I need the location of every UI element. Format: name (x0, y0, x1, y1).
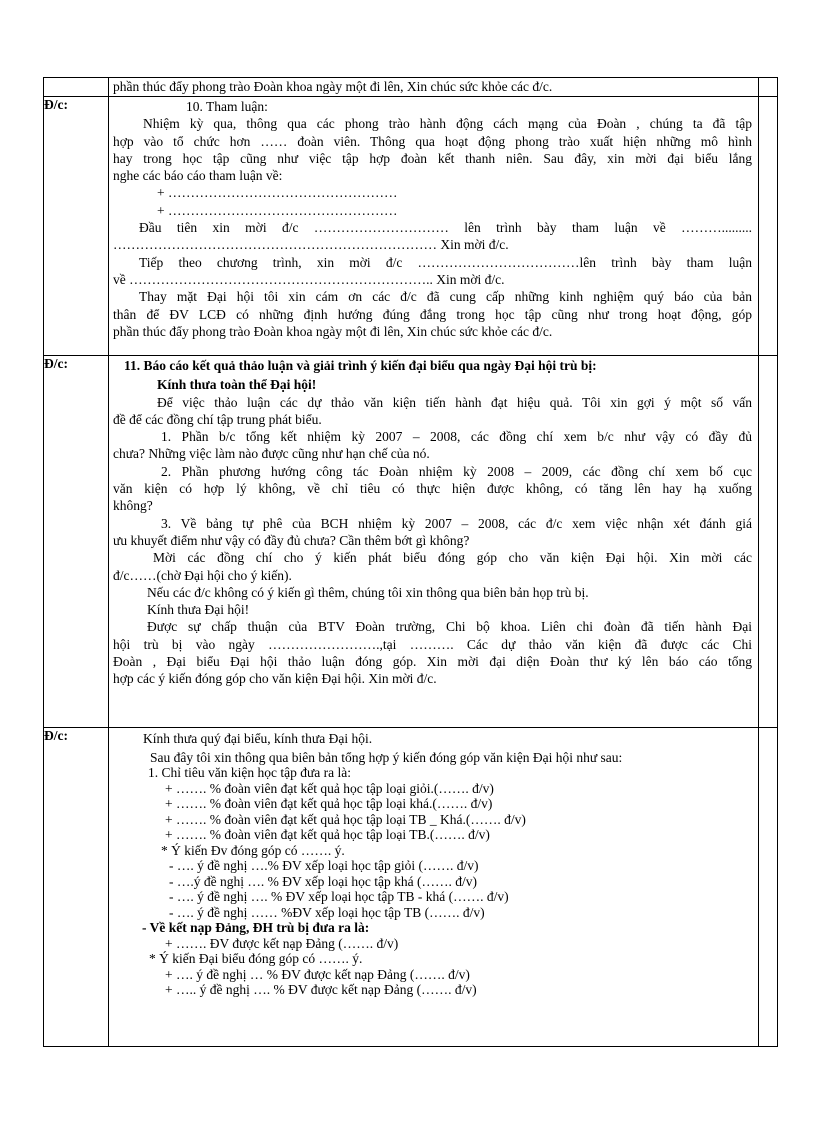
role-cell: Đ/c: (44, 356, 109, 728)
paragraph-line: văn kiện có hợp lý không, về chỉ tiêu có thực hiện được không, có tăng lên hay hạ xuống (113, 481, 752, 497)
empty-cell (759, 78, 778, 97)
paragraph-line: Nhiệm kỳ qua, thông qua các phong trào hành động cách mạng của Đoàn , chúng ta đã tập (143, 116, 752, 132)
list-item: - …. ý đề nghị ….% ĐV xếp loại học tập giỏi (……. đ/v) (169, 858, 479, 873)
paragraph-line: Thay mặt Đại hội tôi xin cám ơn các đ/c đã cung cấp những kinh nghiệm quý báo của bản (139, 289, 752, 305)
list-item: + …………………………………………… (157, 185, 398, 201)
paragraph-line: hợp vào tổ chức hơn …… đoàn viên. Thông qua hoạt động phong trào xuất hiện những mô hình (113, 133, 752, 149)
list-item: + …………………………………………… (157, 202, 398, 218)
greeting: Kính thưa quý đại biểu, kính thưa Đại hội. (143, 731, 373, 746)
paragraph-line: không? (113, 498, 153, 514)
role-cell (44, 78, 109, 97)
section-heading: 11. Báo cáo kết quả thảo luận và giải trình ý kiến đại biểu qua ngày Đại hội trù bị: (124, 358, 597, 373)
list-item: + ……. % đoàn viên đạt kết quả học tập loại TB.(……. đ/v) (165, 827, 490, 842)
paragraph-line: về ………………………………………………………….. Xin mời đ/c. (113, 271, 505, 287)
empty-cell (759, 728, 778, 1047)
paragraph-line: nghe các báo cáo tham luận về: (113, 168, 283, 184)
paragraph-line: phần thúc đẩy phong trào Đoàn khoa ngày một đi lên, Xin chúc sức khỏe các đ/c. (113, 79, 553, 94)
list-item: - …. ý đề nghị …. % ĐV xếp loại học tập TB - khá (……. đ/v) (169, 889, 509, 904)
list-item: + ……. % đoàn viên đạt kết quả học tập loại giỏi.(……. đ/v) (165, 780, 494, 796)
paragraph-line: chưa? Những việc làm nào được cũng như hạn chế của nó. (113, 446, 430, 462)
list-item: + ……. % đoàn viên đạt kết quả học tập loại khá.(……. đ/v) (165, 796, 493, 811)
paragraph-line: thân để ĐV LCĐ có những định hướng đúng đắng trong học tập cũng như trong hoạt động, góp (113, 306, 752, 322)
content-cell (109, 97, 759, 356)
content-cell (109, 728, 759, 1047)
paragraph-line: Mời các đồng chí cho ý kiến phát biểu đóng góp cho văn kiện Đại hội. Xin mời các (153, 550, 752, 566)
list-item: + ….. ý đề nghị …. % ĐV được kết nạp Đảng (……. đ/v) (165, 982, 477, 997)
paragraph-line: Được sự chấp thuận của BTV Đoàn trường, Chi bộ khoa. Liên chi đoàn đã tiến hành Đại (147, 619, 752, 635)
paragraph-line: phần thúc đẩy phong trào Đoàn khoa ngày một đi lên, Xin chúc sức khỏe các đ/c. (113, 323, 553, 339)
paragraph-line: ưu khuyết điểm như vậy có đầy đủ chưa? Cần thêm bớt gì không? (113, 532, 470, 548)
paragraph-line: Nếu các đ/c không có ý kiến gì thêm, chúng tôi xin thông qua biên bản họp trù bị. (147, 584, 589, 600)
list-item: - ….ý đề nghị …. % ĐV xếp loại học tập khá (……. đ/v) (169, 873, 477, 889)
paragraph-line: hợp các ý kiến đóng góp cho văn kiện Đại hội. Xin mời đ/c. (113, 671, 437, 687)
paragraph-line: 2. Phần phương hướng công tác Đoàn nhiệm kỳ 2008 – 2009, các đồng chí xem bố cục (161, 463, 752, 479)
paragraph-line: 3. Về bảng tự phê của BCH nhiệm kỳ 2007 – 2008, các đ/c xem việc nhận xét đánh giá (161, 515, 752, 531)
paragraph-line: đề để các đồng chí tập trung phát biểu. (113, 411, 322, 427)
list-item: * Ý kiến Đv đóng góp có ……. ý. (161, 842, 345, 858)
role-cell: Đ/c: (44, 97, 109, 356)
paragraph-line: Đoàn , Đại biểu Đại hội thảo luận đóng góp. Xin mời đại diện Đoàn thư ký lên báo cáo tổng (113, 654, 752, 670)
paragraph-line: ……………………………………………………………… Xin mời đ/c. (113, 237, 509, 253)
paragraph-line: Tiếp theo chương trình, xin mời đ/c ………………………………lên trình bày tham luận (139, 254, 752, 270)
document-table (43, 77, 778, 1047)
table-row-bien-ban (44, 728, 778, 1047)
paragraph-line: Để việc thảo luận các dự thảo văn kiện tiến hành đạt hiệu quả. Tôi xin gợi ý một số vấn (157, 394, 752, 410)
table-row-tham-luan (44, 97, 778, 356)
empty-cell (759, 97, 778, 356)
paragraph-line: 1. Chỉ tiêu văn kiện học tập đưa ra là: (148, 765, 352, 780)
table-row-continuation (44, 78, 778, 97)
content-cell (109, 356, 759, 728)
section-heading: - Về kết nạp Đảng, ĐH trù bị đưa ra là: (142, 920, 370, 935)
role-cell: Đ/c: (44, 728, 109, 1047)
paragraph-line: Sau đây tôi xin thông qua biên bản tổng hợp ý kiến đóng góp văn kiện Đại hội như sau: (150, 749, 623, 765)
empty-cell (759, 356, 778, 728)
paragraph-line: hay trong học tập cũng như việc tập hợp đoàn kết thanh niên. Sau đây, xin mời đại biểu lắng (113, 150, 752, 166)
list-item: + ……. % đoàn viên đạt kết quả học tập loại TB _ Khá.(……. đ/v) (165, 811, 526, 827)
table-row-bao-cao (44, 356, 778, 728)
content-cell (109, 78, 759, 97)
list-item: * Ý kiến Đại biểu đóng góp có ……. ý. (149, 951, 363, 966)
list-item: + …. ý đề nghị … % ĐV được kết nạp Đảng (……. đ/v) (165, 966, 470, 982)
list-item: - …. ý đề nghị …… %ĐV xếp loại học tập TB (……. đ/v) (169, 904, 485, 920)
paragraph-line: Đầu tiên xin mời đ/c ………………………… lên trình bày tham luận về ………......... (139, 220, 752, 236)
paragraph-line: hội trù bị vào ngày …………………….,tại ………. Các dự thảo văn kiện đã được các Chi (113, 636, 752, 652)
paragraph-line: đ/c……(chờ Đại hội cho ý kiến). (113, 567, 292, 583)
section-heading: 10. Tham luận: (186, 99, 268, 114)
paragraph-line: 1. Phần b/c tổng kết nhiệm kỳ 2007 – 2008, các đồng chí xem b/c như vậy có đầy đủ (161, 429, 752, 445)
list-item: + ……. ĐV được kết nạp Đảng (……. đ/v) (165, 935, 399, 951)
greeting: Kính thưa Đại hội! (147, 602, 250, 618)
greeting: Kính thưa toàn thể Đại hội! (157, 377, 317, 393)
